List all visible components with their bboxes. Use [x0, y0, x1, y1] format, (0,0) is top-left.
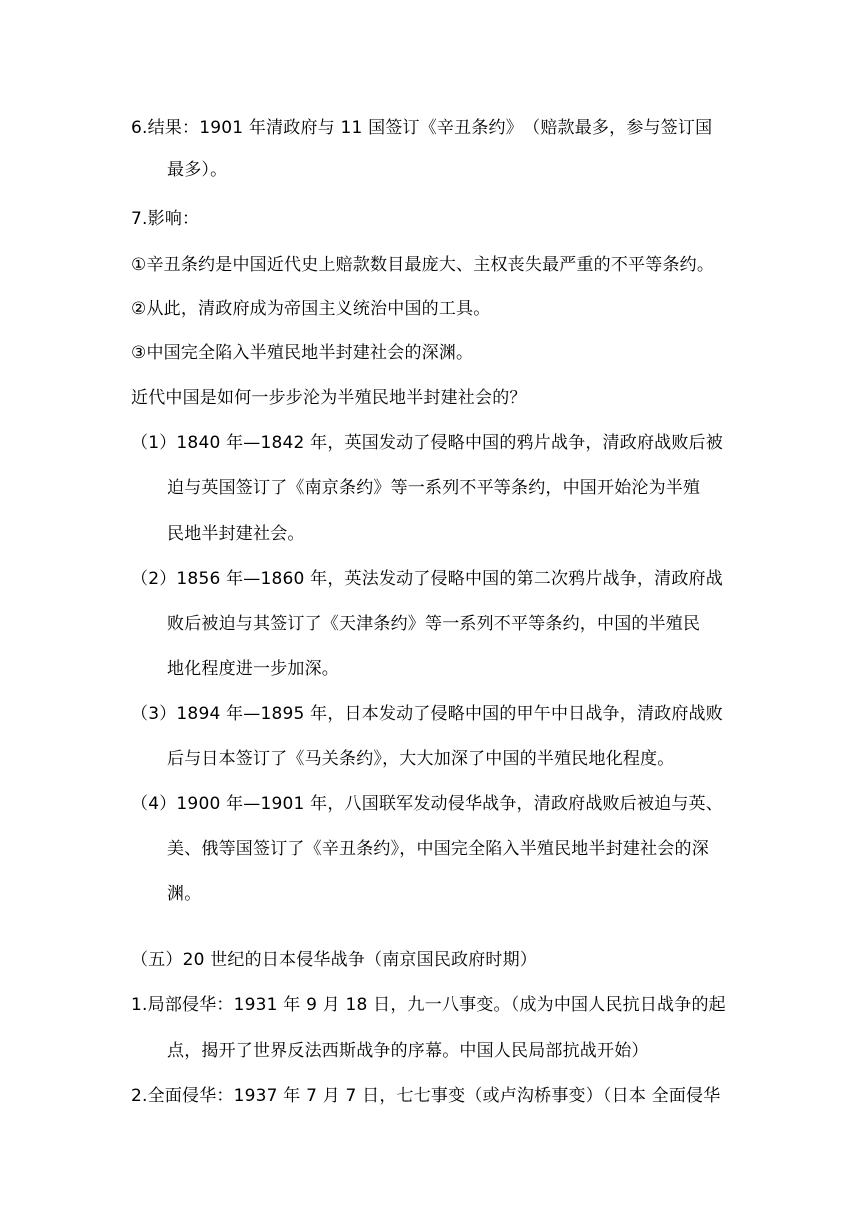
stage-1-line-2: 迫与英国签订了《南京条约》等一系列不平等条约，中国开始沦为半殖: [167, 478, 701, 498]
impact-heading: 7.影响：: [131, 209, 200, 229]
stage-4-line-2: 美、俄等国签订了《辛丑条约》，中国完全陷入半殖民地半封建社会的深: [167, 839, 709, 859]
section-heading-5: （五）20 世纪的日本侵华战争（南京国民政府时期）: [131, 950, 538, 970]
impact-item-2: ②从此，清政府成为帝国主义统治中国的工具。: [131, 299, 491, 319]
full-invasion-line-1: 2.全面侵华：1937 年 7 月 7 日，七七事变（或卢沟桥事变）（日本 全面侵华: [131, 1086, 721, 1106]
stage-3-line-2: 后与日本签订了《马关条约》，大大加深了中国的半殖民地化程度。: [167, 749, 675, 769]
result-line: 6.结果：1901 年清政府与 11 国签订《辛丑条约》 （赔款最多，参与签订国: [131, 118, 713, 138]
result-line-cont: 最多）。: [167, 160, 228, 180]
stage-2-line-3: 地化程度进一步加深。: [167, 659, 339, 679]
stage-4-line-1: （4）1900 年—1901 年，八国联军发动侵华战争，清政府战败后被迫与英、: [131, 794, 723, 814]
stage-2-line-2: 败后被迫与其签订了《天津条约》等一系列不平等条约，中国的半殖民: [167, 614, 701, 634]
impact-item-1: ①辛丑条约是中国近代史上赔款数目最庞大、主权丧失最严重的不平等条约。: [131, 255, 715, 275]
stage-1-line-3: 民地半封建社会。: [167, 524, 305, 544]
partial-invasion-line-1: 1.局部侵华：1931 年 9 月 18 日，九一八事变。（成为中国人民抗日战争的起: [131, 995, 726, 1015]
question-line: 近代中国是如何一步步沦为半殖民地半封建社会的？: [131, 388, 527, 408]
stage-3-line-1: （3）1894 年—1895 年，日本发动了侵略中国的甲午中日战争，清政府战败: [131, 704, 723, 724]
impact-item-3: ③中国完全陷入半殖民地半封建社会的深渊。: [131, 343, 474, 363]
stage-4-line-3: 渊。: [167, 884, 202, 904]
stage-1-line-1: （1）1840 年—1842 年，英国发动了侵略中国的鸦片战争，清政府战败后被: [131, 433, 723, 453]
partial-invasion-line-2: 点，揭开了世界反法西斯战争的序幕。中国人民局部抗战开始）: [167, 1041, 649, 1061]
stage-2-line-1: （2）1856 年—1860 年，英法发动了侵略中国的第二次鸦片战争，清政府战: [131, 569, 723, 589]
